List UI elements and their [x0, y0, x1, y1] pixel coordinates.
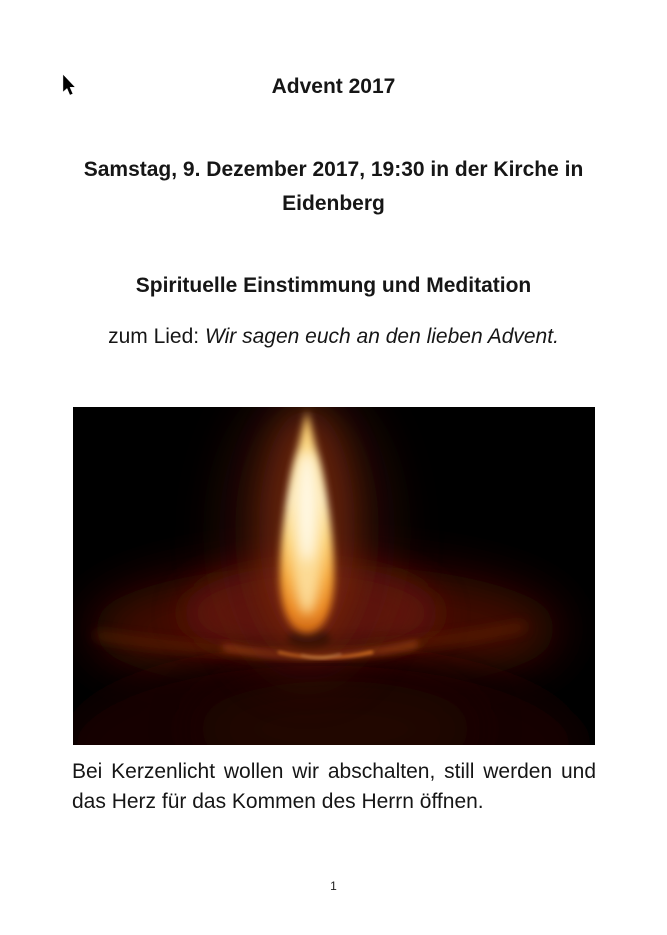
- event-datetime-line1: Samstag, 9. Dezember 2017, 19:30 in der Kirche in: [83, 158, 584, 181]
- section-heading: Spirituelle Einstimmung und Meditation: [135, 274, 532, 297]
- song-reference-line: [0, 324, 667, 350]
- body-line-2: das Herz für das Kommen des Herrn öffnen.: [72, 790, 484, 813]
- page-number: 1: [330, 879, 337, 893]
- event-datetime-line2: Eidenberg: [282, 192, 385, 215]
- candle-photo-illustration: [73, 407, 595, 745]
- page-title: Advent 2017: [271, 75, 396, 98]
- song-prefix: zum Lied:: [108, 325, 205, 348]
- body-paragraph: [72, 757, 596, 817]
- song-title: Wir sagen euch an den lieben Advent.: [204, 325, 559, 348]
- flame-core: [297, 452, 317, 562]
- event-datetime-heading: [0, 153, 667, 221]
- candle-photo: [73, 407, 595, 745]
- body-line-1: Bei Kerzenlicht wollen wir abschalten, still werden und: [72, 760, 596, 783]
